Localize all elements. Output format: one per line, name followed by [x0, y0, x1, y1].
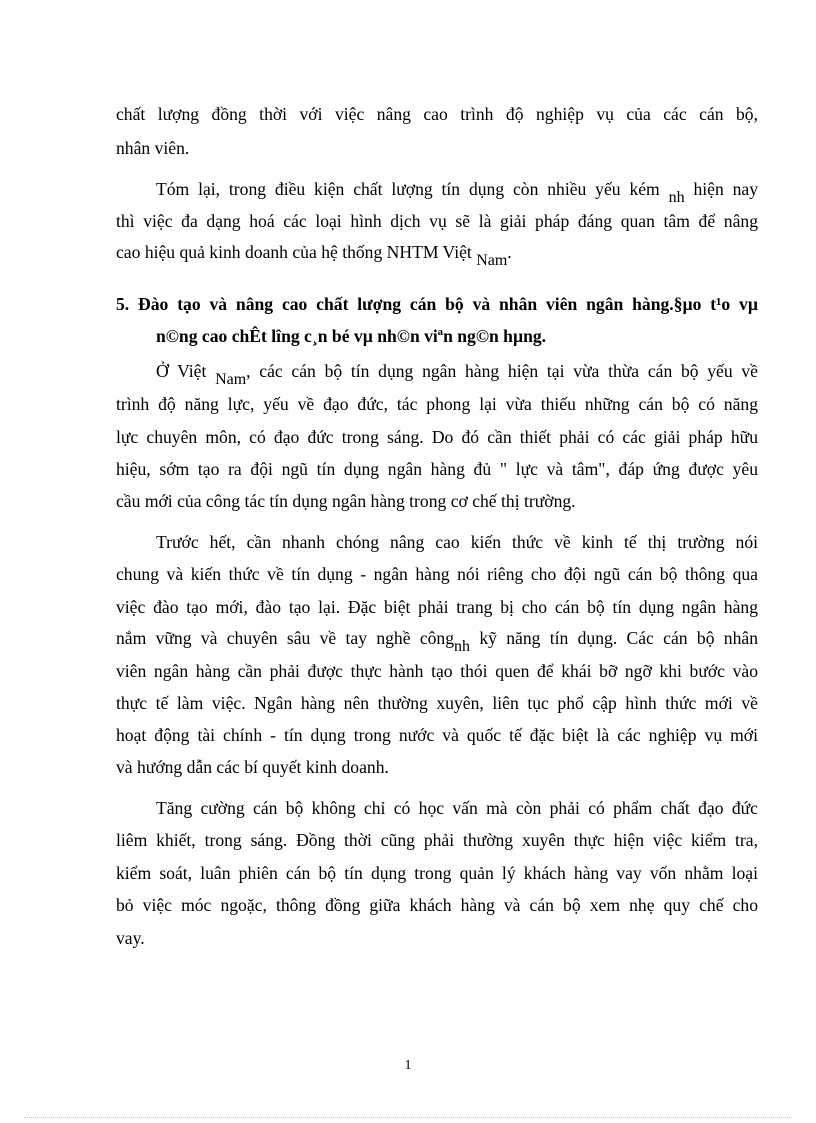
paragraph-line: Tăng cường cán bộ không chỉ có học vấn mà còn phải có phẩm chất đạo đức [156, 798, 758, 818]
paragraph-line: lực chuyên môn, có đạo đức trong sáng. Do đó cần thiết phải có các giải pháp hữu [116, 427, 758, 447]
subscript-fragment: Nam [215, 371, 247, 388]
paragraph-line: vay. [116, 928, 145, 948]
page-bottom-divider [24, 1117, 792, 1118]
paragraph-line: chất lượng đồng thời với việc nâng cao trình độ nghiệp vụ của các cán bộ, [116, 104, 758, 124]
paragraph-line: bỏ việc móc ngoặc, thông đồng giữa khách hàng và cán bộ xem nhẹ quy chế cho [116, 895, 758, 915]
subscript-fragment: nh [668, 189, 685, 206]
paragraph-line: hoạt động tài chính - tín dụng trong nước và quốc tế đặc biệt là các nghiệp vụ mới [116, 725, 758, 745]
paragraph-line: kiểm soát, luân phiên cán bộ tín dụng trong quản lý khách hàng vay vốn nhằm loại [116, 863, 758, 883]
paragraph-line: Trước hết, cần nhanh chóng nâng cao kiến thức về kinh tế thị trường nói [156, 532, 758, 552]
paragraph-line: việc đào tạo mới, đào tạo lại. Đặc biệt phải trang bị cho cán bộ tín dụng ngân hàng [116, 597, 758, 617]
paragraph-line: trình độ năng lực, yếu về đạo đức, tác phong lại vừa thiếu những cán bộ có năng [116, 394, 758, 414]
page-number: 1 [404, 1058, 412, 1073]
section-heading-continued: n©ng cao chÊt lîng c¸n bé vµ nh©n viªn ng©n hµng. [156, 326, 547, 346]
paragraph-line: liêm khiết, trong sáng. Đồng thời cũng phải thường xuyên thực hiện việc kiểm tra, [116, 830, 758, 850]
paragraph-line: chung và kiến thức về tín dụng - ngân hàng nói riêng cho đội ngũ cán bộ thông qua [116, 564, 758, 584]
paragraph-line: cao hiệu quả kinh doanh của hệ thống NHTM Việt Nam. [116, 242, 512, 269]
paragraph-line: thì việc đa dạng hoá các loại hình dịch vụ sẽ là giải pháp đáng quan tâm để nâng [116, 211, 758, 231]
subscript-fragment: nh [454, 638, 471, 655]
paragraph-line: hiệu, sớm tạo ra đội ngũ tín dụng ngân hàng đủ " lực và tâm", đáp ứng được yêu [116, 459, 758, 479]
paragraph-line: nhân viên. [116, 138, 190, 158]
subscript-fragment: Nam [476, 252, 508, 269]
section-heading: 5. Đào tạo và nâng cao chất lượng cán bộ và nhân viên ngân hàng.§µo t¹o vµ [116, 294, 758, 314]
paragraph-line: thực tế làm việc. Ngân hàng nên thường xuyên, liên tục phổ cập hình thức mới về [116, 693, 758, 713]
paragraph-line: cầu mới của công tác tín dụng ngân hàng trong cơ chế thị trường. [116, 491, 576, 511]
paragraph-line: viên ngân hàng cần phải được thực hành tạo thói quen để khái bỡ ngỡ khi bước vào [116, 661, 758, 681]
paragraph-line: và hướng dẫn các bí quyết kinh doanh. [116, 757, 389, 777]
paragraph-line: Ở Việt Nam, các cán bộ tín dụng ngân hàng hiện tại vừa thừa cán bộ yếu về [156, 361, 758, 388]
paragraph-line: Tóm lại, trong điều kiện chất lượng tín dụng còn nhiều yếu kém nh hiện nay [156, 179, 758, 206]
paragraph-line: nắm vững và chuyên sâu về tay nghề côngnh kỹ năng tín dụng. Các cán bộ nhân [116, 628, 758, 655]
